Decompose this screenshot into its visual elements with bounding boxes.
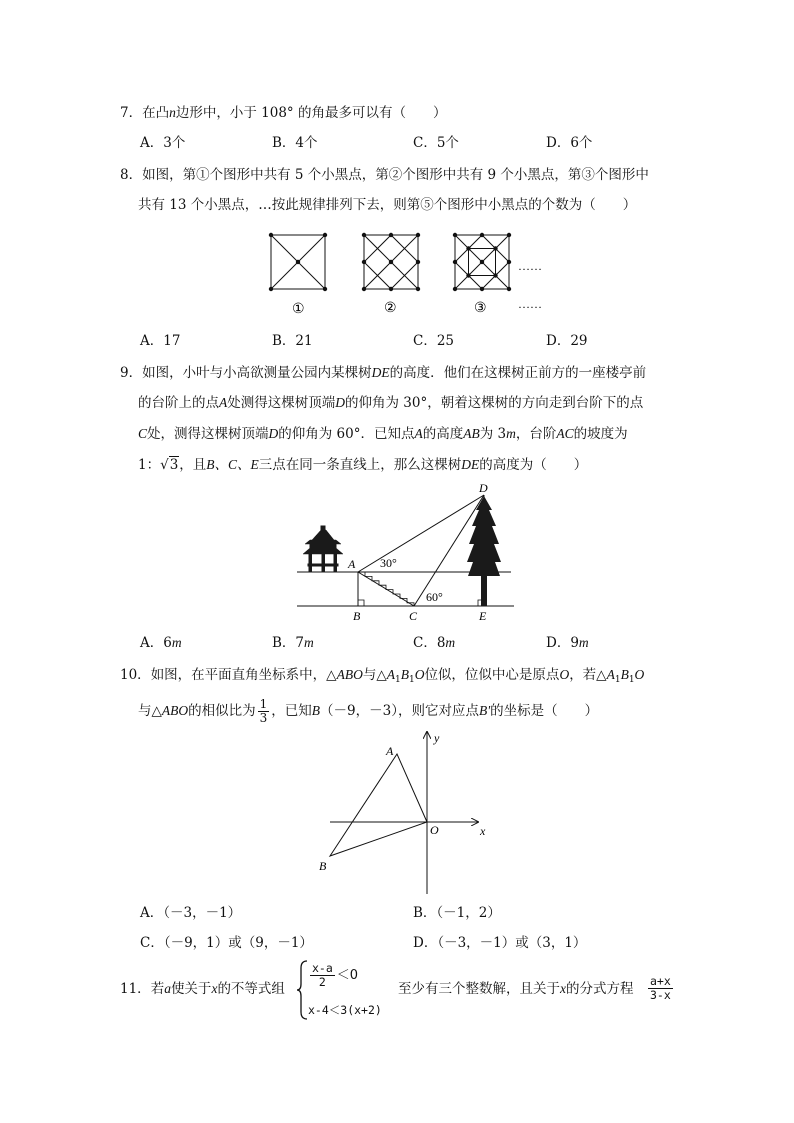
q7-number: 7． (120, 105, 143, 121)
q9-stem-line3: C处，测得这棵树顶端D的仰角为 60°．已知点A的高度AB为 3m，台阶AC的坡度为 (138, 426, 628, 442)
q11-stem: 11．若a使关于x的不等式组 (120, 981, 285, 997)
q9-label-d: D (479, 481, 488, 495)
q8-number: 8． (120, 167, 143, 183)
q10-option-a: A．（－3，－1） (140, 905, 242, 921)
q9-number: 9． (120, 365, 143, 381)
q10-stem-line2: 与△ABO的相似比为 $\frac{1}{3}$ ，已知B（－9，－3），则它对应点B'的坐标是（ ） (138, 697, 599, 725)
q8-ellipsis-2: …… (518, 297, 542, 311)
q7-option-b: B．4个 (272, 135, 318, 151)
q9-stem-line4: 1：√3，且B、C、E三点在同一条直线上，那么这棵树DE的高度为（ ） (138, 457, 588, 473)
tree-illustration (467, 496, 501, 606)
q11-number: 11． (120, 981, 151, 997)
sqrt-symbol: √3 (160, 457, 179, 473)
triangle-abo (330, 754, 427, 856)
q10-stem-line1: 10．如图，在平面直角坐标系中，△ABO与$\triangle A_1B_1O$位似，位似中心是原点O，若$\triangle A_1B_1O$ (120, 667, 645, 685)
q9-label-e: E (479, 609, 487, 623)
q9-option-a: A．6m (140, 635, 182, 651)
q7-stem: 7．在凸n边形中，小于 108° 的角最多可以有（ ） (120, 105, 447, 121)
fraction-one-third: $\frac{1}{3}$ (259, 697, 268, 725)
q10-coordinate-figure (0, 726, 794, 896)
q8-option-a: A．17 (140, 333, 181, 349)
q10-option-d: D．（－3，－1）或（3，1） (413, 935, 587, 951)
q9-option-d: D．9m (546, 635, 589, 651)
q9-angle-60: 60° (426, 590, 443, 604)
q9-label-a: A (348, 557, 356, 571)
q9-figure (0, 480, 794, 630)
q9-stem-line2: 的台阶上的点A处测得这棵树顶端D的仰角为 30°，朝着这棵树的方向走到台阶下的点 (138, 395, 644, 411)
q8-figure-label-1: ① (292, 302, 305, 317)
q10-option-b: B．（－1，2） (413, 905, 501, 921)
q11-inequality-2: x-4＜3(x+2) (308, 1003, 382, 1017)
q9-label-b: B (353, 609, 361, 623)
q10-label-o: O (430, 823, 439, 837)
q10-option-c: C．（－9，1）或（9，－1） (140, 935, 313, 951)
q10-number: 10． (120, 667, 151, 683)
q10-label-a: A (386, 744, 394, 758)
q8-option-c: C．25 (413, 333, 455, 349)
q11-stem-continued: 至少有三个整数解，且关于x的分式方程 (398, 981, 634, 997)
q8-figure-label-2: ② (384, 301, 397, 316)
q8-figure-label-3: ③ (474, 301, 487, 316)
q8-stem-line1: 8．如图，第①个图形中共有 5 个小黑点，第②个图形中共有 9 个小黑点，第③个图形中 (120, 167, 649, 183)
q11-inequality-1: $\frac{x-a}{2}$ ＜0 (312, 961, 359, 989)
q8-option-d: D．29 (546, 333, 588, 349)
q10-label-x: x (480, 824, 486, 838)
q10-label-b: B (319, 859, 327, 873)
q8-option-b: B．21 (272, 333, 313, 349)
q10-label-y: y (434, 731, 440, 745)
q9-label-c: C (409, 609, 418, 623)
q7-option-a: A．3个 (140, 135, 186, 151)
q8-stem-line2: 共有 13 个小黑点，…按此规律排列下去，则第⑤个图形中小黑点的个数为（ ） (138, 197, 637, 213)
q8-ellipsis-1: …… (518, 259, 542, 273)
pavilion-illustration (303, 526, 343, 572)
q9-stem-line1: 9．如图，小叶与小高欲测量公园内某棵树DE的高度．他们在这棵树正前方的一座楼亭前 (120, 365, 647, 381)
q11-fraction-equation: $\frac{a+x}{3-x}$ (650, 974, 671, 1002)
q7-option-d: D．6个 (546, 135, 593, 151)
q9-option-c: C．8m (413, 635, 456, 651)
q7-option-c: C．5个 (413, 135, 459, 151)
q9-option-b: B．7m (272, 635, 314, 651)
q9-angle-30: 30° (380, 556, 397, 570)
q8-figures (0, 226, 794, 346)
